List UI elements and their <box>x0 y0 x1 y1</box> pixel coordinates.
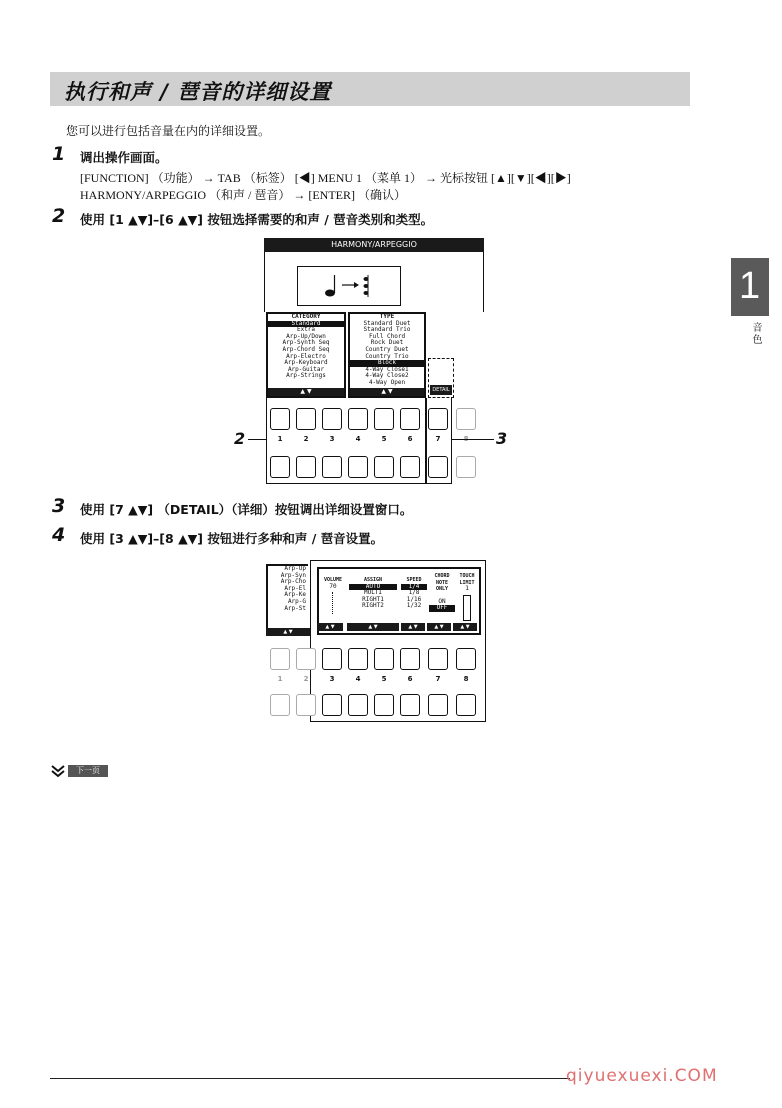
step-3-number: 3 <box>52 495 66 517</box>
type-item[interactable]: Full Chord <box>368 332 406 340</box>
left-list-item: Arp-Up <box>284 565 306 572</box>
speed-section <box>401 577 427 610</box>
category-item[interactable]: Arp-Chord Seq <box>282 345 330 353</box>
step-2-text: 使用 [1 ▲▼]–[6 ▲▼] 按钮选择需要的和声 / 琶音类别和类型。 <box>80 212 434 227</box>
type-list <box>348 312 426 398</box>
button-8-up[interactable] <box>456 408 476 430</box>
step-1-sub1: [FUNCTION] （功能） → TAB （标签） [◀] MENU 1 （菜单 1） → 光标按钮 [▲][▼][◀][▶] <box>80 171 571 185</box>
detail-label[interactable]: DETAIL <box>430 385 452 395</box>
section-title-bar <box>50 72 690 106</box>
group-1-6-outline <box>266 398 426 484</box>
footer-rule <box>50 1078 570 1079</box>
button-6-down[interactable] <box>400 694 420 716</box>
assign-option[interactable]: AUTO <box>349 584 397 591</box>
arrow-label-7: ▲ ▼ <box>427 623 451 631</box>
left-list-item: Arp-St <box>284 604 306 612</box>
button-number: 3 <box>329 675 335 683</box>
chapter-label: 音色 <box>750 322 761 346</box>
touch-slider[interactable] <box>463 595 471 621</box>
chord-value[interactable]: OFF <box>429 605 455 612</box>
step-4-number: 4 <box>52 524 66 546</box>
button-7-up[interactable] <box>428 648 448 670</box>
button-number: 6 <box>407 675 413 683</box>
button-5-down[interactable] <box>374 694 394 716</box>
button-6-up[interactable] <box>400 648 420 670</box>
touch-value: 1 <box>465 585 469 593</box>
screen1-illustration <box>264 238 484 488</box>
screen2-illustration <box>264 560 488 724</box>
type-item[interactable]: Country Duet <box>365 345 409 353</box>
volume-label: VOLUME <box>323 577 343 583</box>
intro-text: 您可以进行包括音量在内的详细设置。 <box>66 124 271 138</box>
assign-option[interactable]: RIGHT1 <box>362 595 384 603</box>
step-1-text: 调出操作画面。 <box>80 150 168 165</box>
category-list <box>266 312 346 398</box>
double-chevron-down-icon <box>50 764 66 778</box>
touch-label: TOUCH LIMIT <box>459 573 475 586</box>
assign-option[interactable]: RIGHT2 <box>362 602 384 610</box>
category-title: CATEGORY <box>291 313 321 320</box>
step-2-number: 2 <box>52 205 66 227</box>
category-arrows: ▲ ▼ <box>268 388 344 396</box>
step-3-text: 使用 [7 ▲▼] （DETAIL）（详细）按钮调出详细设置窗口。 <box>80 502 413 517</box>
category-item[interactable]: Arp-Strings <box>286 372 326 380</box>
speed-value[interactable]: 1/32 <box>406 602 422 610</box>
volume-value: 70 <box>329 582 337 590</box>
button-8-up[interactable] <box>456 648 476 670</box>
callout-2: 2 <box>234 429 246 448</box>
assign-option[interactable]: MULTI <box>363 589 383 597</box>
category-item[interactable]: Standard <box>268 321 344 328</box>
type-item[interactable]: Block <box>350 360 424 367</box>
button-4-down[interactable] <box>348 694 368 716</box>
screen1-top-area <box>264 252 484 312</box>
button-number: 4 <box>355 435 361 443</box>
button-1-up[interactable] <box>270 648 290 670</box>
type-item[interactable]: Rock Duet <box>370 339 404 347</box>
button-8-down[interactable] <box>456 694 476 716</box>
left-list-item: Arp-Cho <box>280 578 306 586</box>
chord-section <box>429 573 455 612</box>
chapter-number: 1 <box>739 265 761 307</box>
button-number: 6 <box>407 435 413 443</box>
note-arrow-icon <box>298 267 400 305</box>
category-item[interactable]: Extra <box>296 326 316 334</box>
arrow-label-3: ▲ ▼ <box>317 623 343 631</box>
button-number: 4 <box>355 675 361 683</box>
volume-slider[interactable] <box>332 592 335 614</box>
screen2-left-list <box>266 564 308 636</box>
category-item[interactable]: Arp-Guitar <box>287 365 325 373</box>
left-list-item: Arp-El <box>284 584 306 592</box>
chord-value[interactable]: ON <box>438 597 446 605</box>
watermark: qiyuexuexi.COM <box>566 1066 718 1086</box>
type-title: TYPE <box>379 313 395 320</box>
button-3-up[interactable] <box>322 648 342 670</box>
arrow-label-4-5: ▲ ▼ <box>347 623 399 631</box>
chord-label: CHORD NOTE ONLY <box>434 573 450 593</box>
callout-2-line <box>248 439 266 440</box>
type-item[interactable]: Country Trio <box>365 352 409 360</box>
type-arrows: ▲ ▼ <box>350 388 424 396</box>
type-item[interactable]: Standard Duet <box>363 319 411 327</box>
section-title: 执行和声 / 琶音的详细设置 <box>64 80 332 104</box>
type-item[interactable]: 4-Way Close1 <box>365 365 409 373</box>
button-1-down[interactable] <box>270 694 290 716</box>
button-number: 7 <box>435 435 441 443</box>
button-8-down[interactable] <box>456 456 476 478</box>
left-list-item: Arp-Syn <box>280 571 306 579</box>
left-list-arrows: ▲ ▼ <box>266 628 310 636</box>
screen1-header: HARMONY/ARPEGGIO <box>264 238 484 252</box>
button-5-up[interactable] <box>374 648 394 670</box>
button-number: 2 <box>303 435 309 443</box>
category-item[interactable]: Arp-Keyboard <box>284 359 328 367</box>
step-4-text: 使用 [3 ▲▼]–[8 ▲▼] 按钮进行多种和声 / 琶音设置。 <box>80 531 384 546</box>
button-number: 1 <box>277 675 283 683</box>
note-display <box>297 266 401 306</box>
speed-label: SPEED <box>406 577 422 583</box>
type-item[interactable]: 4-Way Close2 <box>365 372 409 380</box>
arrow-label-8: ▲ ▼ <box>453 623 477 631</box>
group-7-outline <box>426 398 452 484</box>
volume-section <box>321 577 345 616</box>
assign-label: ASSIGN <box>363 577 383 583</box>
speed-value[interactable]: 1/4 <box>401 584 427 591</box>
button-number: 1 <box>277 435 283 443</box>
category-item[interactable]: Arp-Electro <box>286 352 326 360</box>
arrow-label-6: ▲ ▼ <box>401 623 425 631</box>
step-1-sub2: HARMONY/ARPEGGIO （和声 / 琶音） → [ENTER] （确认） <box>80 188 406 202</box>
button-2-down[interactable] <box>296 694 316 716</box>
button-7-down[interactable] <box>428 694 448 716</box>
touch-section <box>455 573 479 623</box>
button-number: 5 <box>381 675 387 683</box>
callout-3-line <box>452 439 494 440</box>
next-page-label: 下一页 <box>68 765 108 777</box>
button-3-down[interactable] <box>322 694 342 716</box>
left-list-item: Arp-G <box>287 597 306 605</box>
chapter-tab <box>731 258 769 316</box>
left-list-item: Arp-Ke <box>284 591 306 599</box>
type-item[interactable]: 4-Way Open <box>368 378 406 386</box>
speed-value[interactable]: 1/16 <box>406 595 422 603</box>
button-number: 5 <box>381 435 387 443</box>
detail-highlight <box>428 358 454 398</box>
button-number: 7 <box>435 675 441 683</box>
callout-3: 3 <box>496 429 508 448</box>
button-4-up[interactable] <box>348 648 368 670</box>
type-item[interactable]: Standard Trio <box>363 326 411 334</box>
category-item[interactable]: Arp-Synth Seq <box>282 339 330 347</box>
button-number: 8 <box>463 675 469 683</box>
speed-value[interactable]: 1/8 <box>408 589 420 597</box>
button-number: 2 <box>303 675 309 683</box>
category-item[interactable]: Arp-Up/Down <box>286 332 326 340</box>
step-1-number: 1 <box>52 143 66 165</box>
button-2-up[interactable] <box>296 648 316 670</box>
button-number: 3 <box>329 435 335 443</box>
assign-section <box>349 577 397 610</box>
